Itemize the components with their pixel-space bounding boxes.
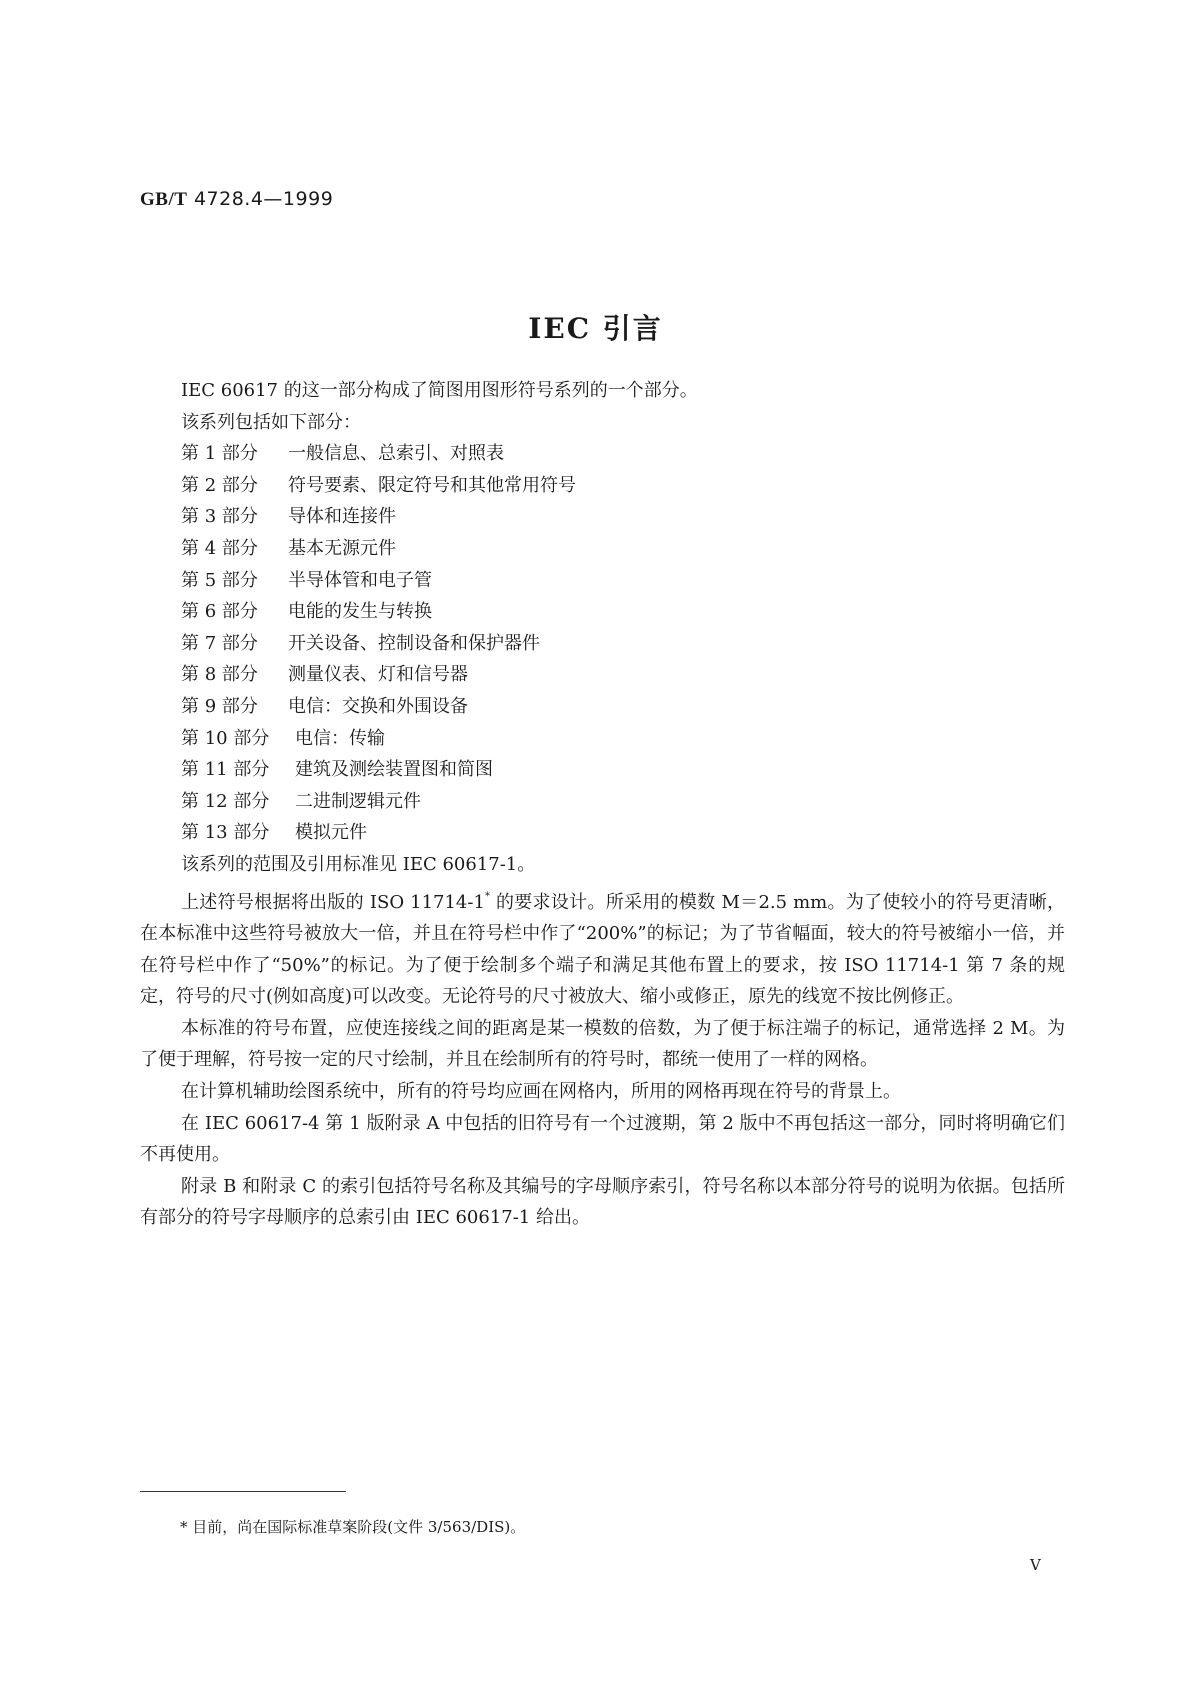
part-item bbox=[140, 628, 1065, 660]
paragraph-text: 的要求设计。所采用的模数 M＝2.5 mm。为了使较小的符号更清晰，在本标准中这些符号被放大一倍，并且在符号栏中作了“200%”的标记；为了节省幅面，较大的符号被缩小一倍，并在符号栏中作了“50%”的标记。为了便于绘制多个端子和满足其他布置上的要求，按 ISO 11714-1 第 7 条的规定，符号的尺寸(例如高度)可以改变。无论符号的尺寸被放大、缩小或修正，原先的线宽不按比例修正。 bbox=[140, 891, 1066, 1008]
part-name: 模拟元件 bbox=[295, 822, 367, 844]
part-number: 第 1 部分 bbox=[181, 443, 258, 465]
part-item bbox=[140, 659, 1065, 691]
paragraph: 在 IEC 60617-4 第 1 版附录 A 中包括的旧符号有一个过渡期，第 2 版中不再包括这一部分，同时将明确它们不再使用。 bbox=[140, 1112, 1065, 1166]
paragraph: 本标准的符号布置，应使连接线之间的距离是某一模数的倍数，为了便于标注端子的标记，通常选择 2 M。为了便于理解，符号按一定的尺寸绘制，并且在绘制所有的符号时，都统一使用了一样的网格。 bbox=[140, 1017, 1065, 1071]
part-number: 第 7 部分 bbox=[181, 632, 258, 654]
part-name: 电信：交换和外围设备 bbox=[288, 695, 468, 717]
part-number: 第 3 部分 bbox=[181, 506, 258, 528]
part-item bbox=[140, 470, 1065, 502]
paragraph-modulus bbox=[140, 881, 1065, 1013]
part-number: 第 12 部分 bbox=[181, 790, 270, 812]
part-name: 电能的发生与转换 bbox=[288, 601, 432, 623]
scope-line: 该系列的范围及引用标准见 IEC 60617-1。 bbox=[181, 853, 536, 875]
part-name: 测量仪表、灯和信号器 bbox=[288, 664, 468, 686]
part-name: 基本无源元件 bbox=[288, 537, 396, 559]
part-number: 第 13 部分 bbox=[181, 822, 270, 844]
paragraph: 在计算机辅助绘图系统中，所有的符号均应画在网格内，所用的网格再现在符号的背景上。 bbox=[181, 1081, 901, 1103]
part-item bbox=[140, 438, 1065, 470]
part-number: 第 5 部分 bbox=[181, 569, 258, 591]
intro-line: IEC 60617 的这一部分构成了简图用图形符号系列的一个部分。 bbox=[181, 380, 698, 401]
paragraph-text: 上述符号根据将出版的 ISO 11714-1 bbox=[181, 891, 485, 913]
body-content bbox=[140, 375, 1065, 1234]
part-item bbox=[140, 817, 1065, 849]
part-number: 第 10 部分 bbox=[181, 727, 270, 749]
part-number: 第 4 部分 bbox=[181, 537, 258, 559]
part-name: 建筑及测绘装置图和简图 bbox=[295, 759, 493, 781]
part-number: 第 11 部分 bbox=[181, 759, 270, 781]
standard-number: 4728.4—1999 bbox=[187, 188, 334, 210]
part-item bbox=[140, 691, 1065, 723]
part-name: 一般信息、总索引、对照表 bbox=[288, 443, 504, 465]
page-title: IEC 引言 bbox=[528, 312, 663, 345]
part-item bbox=[140, 501, 1065, 533]
part-number: 第 2 部分 bbox=[181, 474, 258, 496]
footnote-marker: * bbox=[484, 890, 490, 902]
part-name: 导体和连接件 bbox=[288, 506, 396, 528]
page-number: V bbox=[1030, 1556, 1041, 1574]
part-item bbox=[140, 723, 1065, 755]
part-number: 第 8 部分 bbox=[181, 664, 258, 686]
part-item bbox=[140, 786, 1065, 818]
part-item bbox=[140, 565, 1065, 597]
part-name: 半导体管和电子管 bbox=[288, 569, 432, 591]
part-name: 开关设备、控制设备和保护器件 bbox=[288, 632, 540, 654]
part-name: 符号要素、限定符号和其他常用符号 bbox=[288, 474, 576, 496]
standard-code bbox=[140, 188, 333, 211]
part-number: 第 6 部分 bbox=[181, 601, 258, 623]
footnote-divider bbox=[140, 1491, 346, 1492]
part-number: 第 9 部分 bbox=[181, 695, 258, 717]
part-name: 电信：传输 bbox=[295, 727, 385, 749]
part-name: 二进制逻辑元件 bbox=[295, 790, 421, 812]
part-item bbox=[140, 533, 1065, 565]
footnote: * 目前，尚在国际标准草案阶段(文件 3/563/DIS)。 bbox=[180, 1518, 526, 1536]
standard-prefix: GB/T bbox=[140, 189, 188, 210]
part-item bbox=[140, 754, 1065, 786]
part-item bbox=[140, 596, 1065, 628]
intro-line: 该系列包括如下部分： bbox=[181, 411, 361, 433]
paragraph: 附录 B 和附录 C 的索引包括符号名称及其编号的字母顺序索引，符号名称以本部分符号的说明为依据。包括所有部分的符号字母顺序的总索引由 IEC 60617-1 给出。 bbox=[140, 1175, 1065, 1229]
